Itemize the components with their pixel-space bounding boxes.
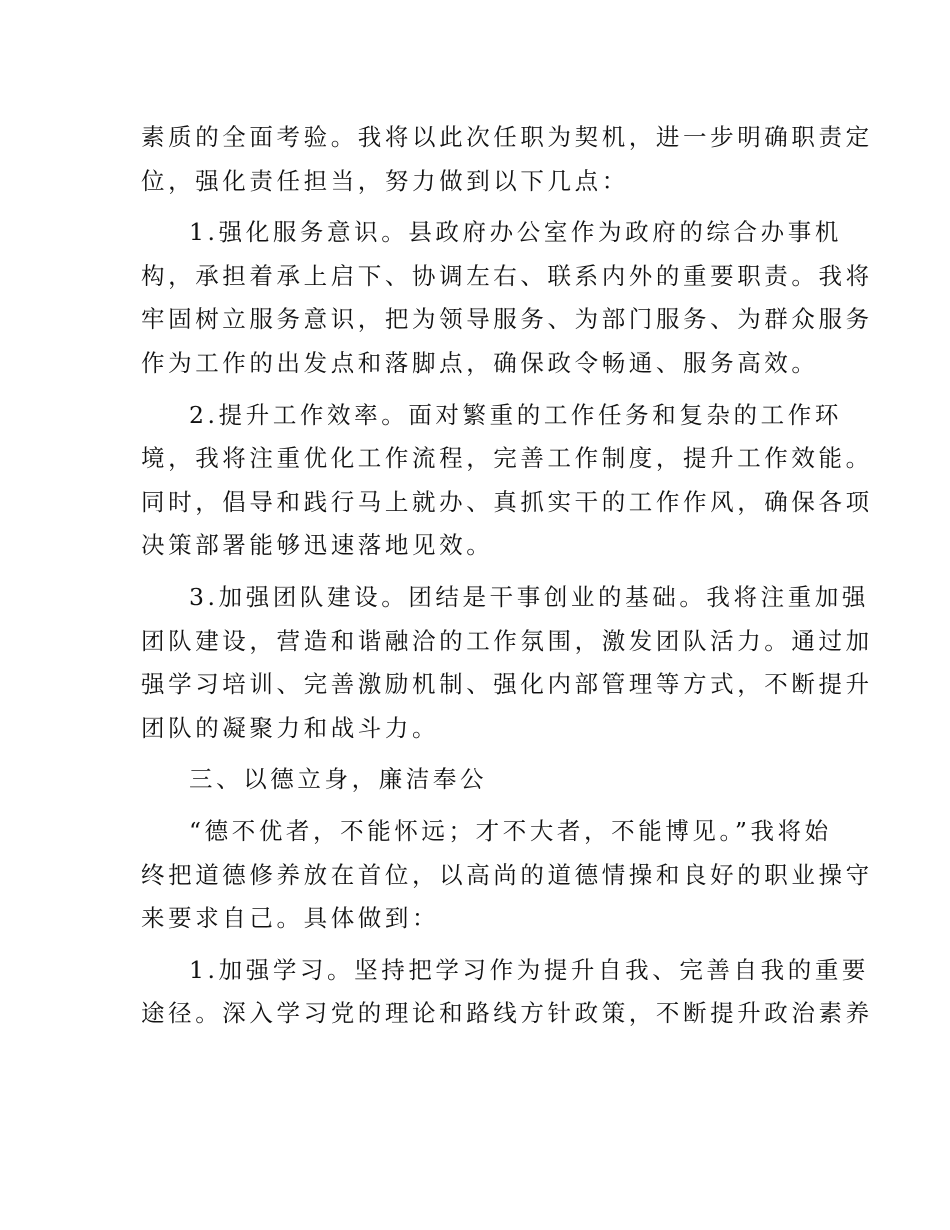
section-heading [141, 758, 813, 802]
paragraph-study [141, 949, 873, 1036]
text-line: 2.提升工作效率。面对繁重的工作任务和复杂的工作环 [189, 400, 842, 429]
text-line: 作为工作的出发点和落脚点，确保政令畅通、服务高效。 [141, 348, 819, 377]
text-line: 团队的凝聚力和战斗力。 [141, 713, 440, 742]
text-line: 同时，倡导和践行马上就办、真抓实干的工作作风，确保各项 [141, 487, 873, 516]
text-line: 牢固树立服务意识，把为领导服务、为部门服务、为群众服务 [141, 305, 873, 334]
text-line: 1.加强学习。坚持把学习作为提升自我、完善自我的重要 [189, 955, 870, 984]
text-line: 1.强化服务意识。县政府办公室作为政府的综合办事机 [189, 218, 842, 247]
text-line: 途径。深入学习党的理论和路线方针政策，不断提升政治素养 [141, 999, 873, 1028]
text-line: 位，强化责任担当，努力做到以下几点： [141, 166, 629, 195]
text-line: 团队建设，营造和谐融洽的工作氛围，激发团队活力。通过加 [141, 626, 873, 655]
paragraph-efficiency [141, 394, 873, 568]
paragraph-service [141, 211, 873, 385]
heading-text: 三、以德立身，廉洁奉公 [189, 765, 488, 794]
text-line: 构，承担着承上启下、协调左右、联系内外的重要职责。我将 [141, 261, 873, 290]
text-line: 境，我将注重优化工作流程，完善工作制度，提升工作效能。 [141, 444, 873, 473]
paragraph-team [141, 576, 873, 750]
text-line: 强学习培训、完善激励机制、强化内部管理等方式，不断提升 [141, 670, 873, 699]
text-line: 决策部署能够迅速落地见效。 [141, 531, 494, 560]
text-line: 来要求自己。具体做到： [141, 904, 440, 933]
text-line: 3.加强团队建设。团结是干事创业的基础。我将注重加强 [189, 582, 870, 611]
text-line: “德不优者，不能怀远；才不大者，不能博见。”我将始 [189, 816, 832, 845]
paragraph-quote [141, 810, 873, 941]
document-body [141, 116, 873, 1036]
paragraph-intro [141, 116, 873, 203]
text-line: 素质的全面考验。我将以此次任职为契机，进一步明确职责定 [141, 123, 873, 151]
text-line: 终把道德修养放在首位，以高尚的道德情操和良好的职业操守 [141, 860, 873, 889]
